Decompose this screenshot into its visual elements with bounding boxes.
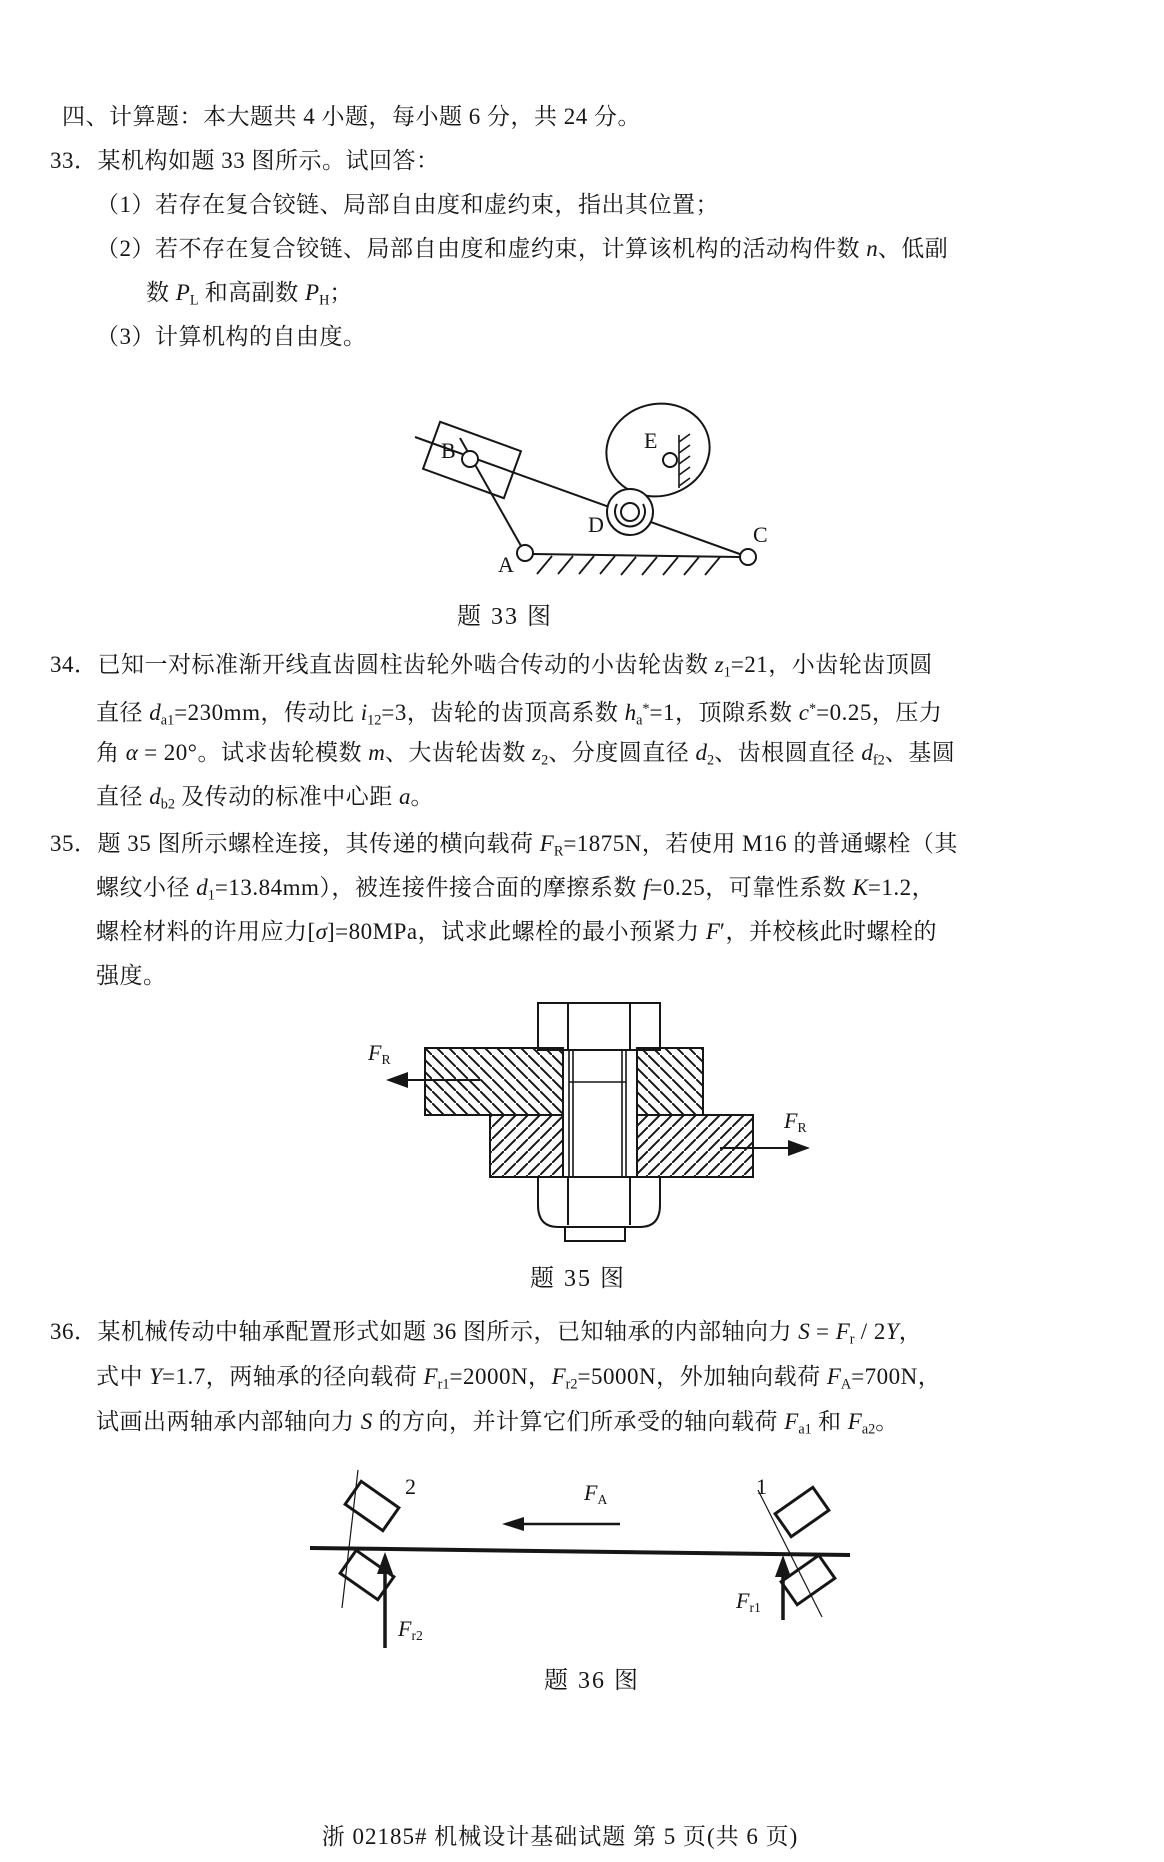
question-34-line-3: 角 α = 20°。试求齿轮模数 m、大齿轮齿数 $z_2$、分度圆直径 $d_2$、齿根圆直径 $d_{f2}$、基圆	[96, 740, 956, 769]
question-35-line-1: 35．题 35 图所示螺栓连接，其传递的横向载荷 $F_R=1875N$，若使用 M16 的普通螺栓（其	[50, 831, 958, 860]
pivot-e	[663, 453, 677, 467]
ground-hatch-ac	[537, 556, 720, 575]
page-footer: 浙 02185# 机械设计基础试题 第 5 页(共 6 页)	[321, 1824, 799, 1849]
frame-line-ac	[533, 554, 740, 557]
fig33-label-d: D	[588, 512, 604, 537]
section-heading: 四、计算题：本大题共 4 小题，每小题 6 分，共 24 分。	[62, 104, 641, 129]
upper-plate-left	[425, 1048, 563, 1115]
fig33-label-b: B	[441, 438, 456, 463]
question-33-item-3: （3）计算机构的自由度。	[96, 324, 367, 349]
figure-35-bolt-joint	[360, 995, 830, 1250]
question-34-line-1: 34．已知一对标准渐开线直齿圆柱齿轮外啮合传动的小齿轮齿数 $z_1=21$，小齿轮齿顶圆	[50, 652, 933, 681]
figure-36-bearings	[270, 1460, 870, 1655]
figure-33-mechanism	[320, 350, 800, 582]
fig35-caption: 题 35 图	[530, 1266, 626, 1292]
fig36-label-1: 1	[756, 1474, 767, 1499]
fig36-force-fa: $F_A$	[584, 1480, 608, 1508]
fig33-caption: 题 33 图	[457, 604, 553, 630]
axial-force-arrow	[502, 1517, 620, 1531]
question-33-item-1: （1）若存在复合铰链、局部自由度和虚约束，指出其位置；	[96, 192, 719, 217]
pivot-c	[740, 549, 756, 565]
bearing-2-contact-line	[342, 1470, 358, 1608]
question-33-item-2b: 数 $P_L$ 和高副数 $P_H$；	[146, 280, 353, 309]
question-36-line-2: 式中 Y=1.7，两轴承的径向载荷 $F_{r1}=2000N$，$F_{r2}=5000N$，外加轴向载荷 $F_A=700N$，	[96, 1364, 942, 1393]
question-33-intro: 33．某机构如题 33 图所示。试回答：	[50, 148, 440, 173]
question-34-line-4: 直径 $d_{b2}$ 及传动的标准中心距 a。	[96, 784, 434, 813]
fig33-label-e: E	[644, 428, 658, 453]
bolt-head	[538, 1003, 660, 1050]
nut	[538, 1177, 660, 1227]
fig36-force-fr1: $F_{r1}$	[736, 1588, 761, 1616]
bolt-shank	[569, 1050, 626, 1177]
question-36-line-1: 36．某机械传动中轴承配置形式如题 36 图所示，已知轴承的内部轴向力 $S = F_r / 2Y$，	[50, 1319, 923, 1348]
fig35-force-label-right: $F_R$	[784, 1108, 807, 1136]
bearing-2	[340, 1470, 399, 1608]
fig36-label-2: 2	[405, 1474, 416, 1499]
pivot-a	[517, 545, 533, 561]
fig36-force-fr2: $F_{r2}$	[398, 1616, 423, 1644]
shaft-line	[310, 1548, 850, 1555]
lower-plate-left	[490, 1115, 563, 1177]
bolt-tip	[565, 1227, 625, 1241]
question-35-line-4: 强度。	[96, 963, 167, 988]
question-35-line-2: 螺纹小径 $d_1=13.84mm$），被连接件接合面的摩擦系数 f=0.25，可靠性系数 K=1.2，	[96, 875, 936, 904]
question-33-item-2: （2）若不存在复合铰链、局部自由度和虚约束，计算该机构的活动构件数 n、低副	[96, 236, 949, 261]
upper-plate-right	[637, 1048, 703, 1115]
fig33-label-a: A	[498, 552, 514, 577]
question-34-line-2: 直径 $d_{a1}=230mm$，传动比 $i_{12}=3$，齿轮的齿顶高系数 $h_a^*=1$，顶隙系数 c*=0.25，压力	[96, 700, 943, 729]
lower-plate-right	[637, 1115, 753, 1177]
question-35-line-3: 螺栓材料的许用应力[σ]=80MPa，试求此螺栓的最小预紧力 F′，并校核此时螺栓的	[96, 919, 937, 944]
fig35-force-label-left: $F_R$	[368, 1040, 391, 1068]
fig36-caption: 题 36 图	[544, 1668, 640, 1694]
fig33-label-c: C	[753, 522, 768, 547]
roller-d-pin	[621, 503, 639, 521]
cam-ellipse	[596, 392, 720, 508]
question-36-line-3: 试画出两轴承内部轴向力 S 的方向，并计算它们所承受的轴向载荷 $F_{a1}$ 和 $F_{a2}$。	[96, 1409, 899, 1438]
pin-b	[462, 451, 478, 467]
